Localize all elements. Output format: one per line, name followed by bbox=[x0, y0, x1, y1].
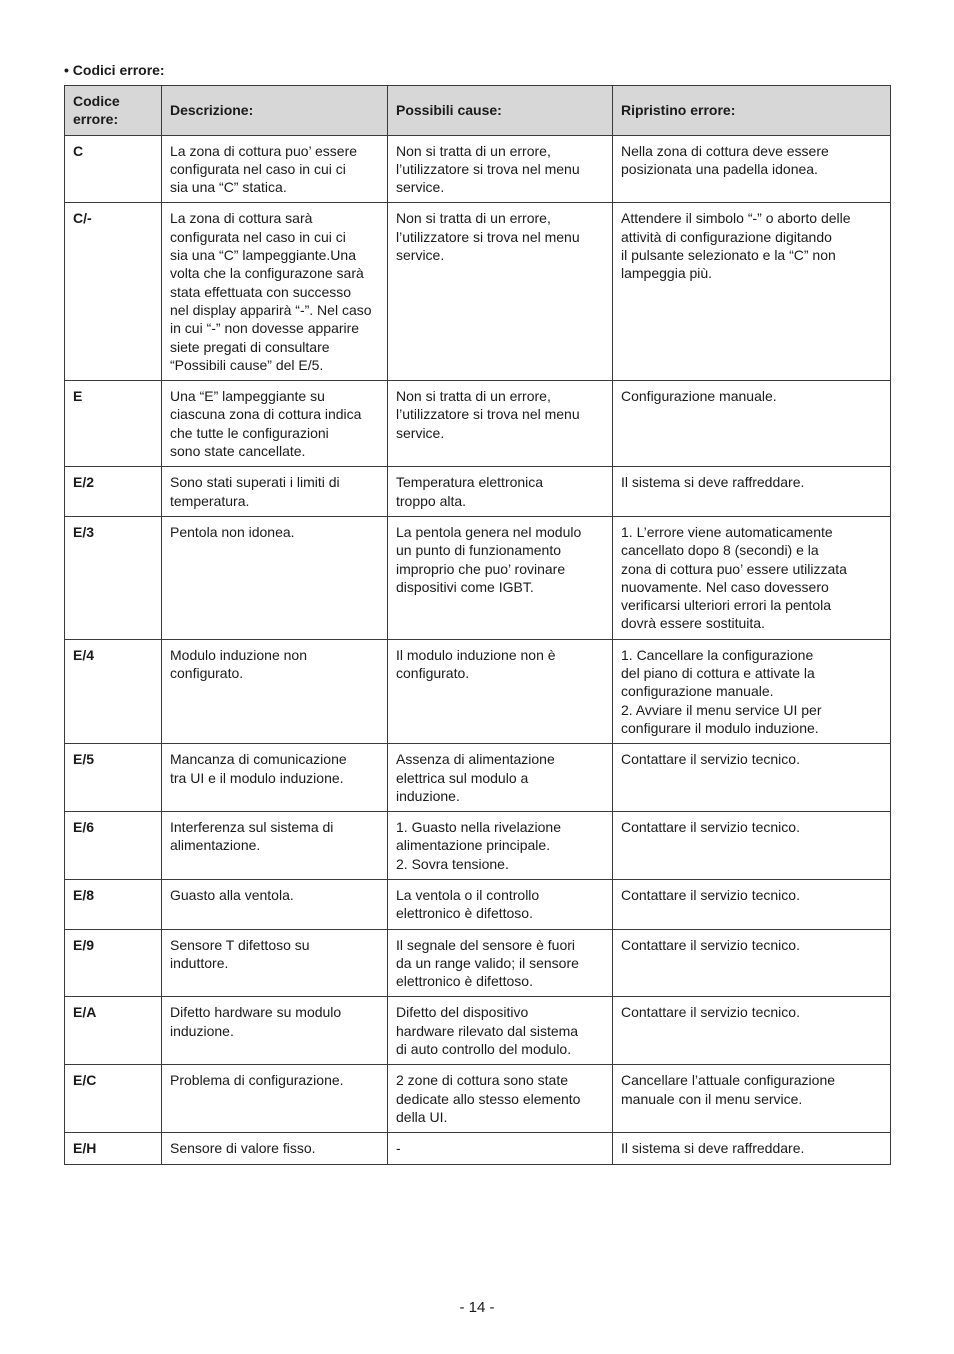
error-causes: Temperatura elettronica troppo alta. bbox=[388, 467, 613, 517]
error-causes: La pentola genera nel modulo un punto di funzionamento improprio che puo’ rovinare dispositivi come IGBT. bbox=[388, 516, 613, 639]
error-recovery: Contattare il servizio tecnico. bbox=[613, 812, 891, 880]
error-code: E/C bbox=[65, 1065, 162, 1133]
table-row bbox=[65, 1065, 891, 1133]
table-row bbox=[65, 997, 891, 1065]
table-row bbox=[65, 381, 891, 467]
error-code: E bbox=[65, 381, 162, 467]
error-description: Modulo induzione non configurato. bbox=[162, 639, 388, 743]
error-description: Sensore T difettoso su induttore. bbox=[162, 929, 388, 997]
header-recovery: Ripristino errore: bbox=[613, 86, 891, 136]
error-description: La zona di cottura sarà configurata nel caso in cui ci sia una “C” lampeggiante.Una volta che la configurazone sarà stata effettuata con successo nel display apparirà “-”. Nel caso in cui “-” non dovesse apparire siete pregati di consultare “Possibili cause” del E/5. bbox=[162, 203, 388, 381]
error-recovery: Configurazione manuale. bbox=[613, 381, 891, 467]
error-causes: Non si tratta di un errore, l’utilizzatore si trova nel menu service. bbox=[388, 135, 613, 203]
error-description: Una “E” lampeggiante su ciascuna zona di cottura indica che tutte le configurazioni sono state cancellate. bbox=[162, 381, 388, 467]
error-causes: Il modulo induzione non è configurato. bbox=[388, 639, 613, 743]
error-code: E/8 bbox=[65, 879, 162, 929]
error-causes: Non si tratta di un errore, l’utilizzatore si trova nel menu service. bbox=[388, 381, 613, 467]
table-row bbox=[65, 812, 891, 880]
error-description: Interferenza sul sistema di alimentazione. bbox=[162, 812, 388, 880]
error-code: C bbox=[65, 135, 162, 203]
error-code: E/H bbox=[65, 1133, 162, 1164]
table-header-row bbox=[65, 86, 891, 136]
error-description: Guasto alla ventola. bbox=[162, 879, 388, 929]
error-description: La zona di cottura puo’ essere configurata nel caso in cui ci sia una “C” statica. bbox=[162, 135, 388, 203]
error-causes: La ventola o il controllo elettronico è difettoso. bbox=[388, 879, 613, 929]
table-body bbox=[65, 135, 891, 1164]
error-recovery: Nella zona di cottura deve essere posizionata una padella idonea. bbox=[613, 135, 891, 203]
error-recovery: Il sistema si deve raffreddare. bbox=[613, 467, 891, 517]
error-recovery: Contattare il servizio tecnico. bbox=[613, 929, 891, 997]
error-description: Mancanza di comunicazione tra UI e il modulo induzione. bbox=[162, 744, 388, 812]
error-recovery: Contattare il servizio tecnico. bbox=[613, 879, 891, 929]
error-causes: Non si tratta di un errore, l’utilizzatore si trova nel menu service. bbox=[388, 203, 613, 381]
error-code: C/- bbox=[65, 203, 162, 381]
error-description: Sensore di valore fisso. bbox=[162, 1133, 388, 1164]
error-code: E/A bbox=[65, 997, 162, 1065]
error-code: E/6 bbox=[65, 812, 162, 880]
error-description: Sono stati superati i limiti di temperatura. bbox=[162, 467, 388, 517]
table-row bbox=[65, 467, 891, 517]
error-recovery: Cancellare l’attuale configurazione manuale con il menu service. bbox=[613, 1065, 891, 1133]
error-causes: 2 zone di cottura sono state dedicate allo stesso elemento della UI. bbox=[388, 1065, 613, 1133]
error-code: E/2 bbox=[65, 467, 162, 517]
error-code: E/9 bbox=[65, 929, 162, 997]
table-row bbox=[65, 135, 891, 203]
error-causes: Il segnale del sensore è fuori da un range valido; il sensore elettronico è difettoso. bbox=[388, 929, 613, 997]
error-codes-table bbox=[64, 85, 891, 1165]
table-row bbox=[65, 516, 891, 639]
header-causes: Possibili cause: bbox=[388, 86, 613, 136]
header-description: Descrizione: bbox=[162, 86, 388, 136]
error-description: Pentola non idonea. bbox=[162, 516, 388, 639]
error-recovery: Contattare il servizio tecnico. bbox=[613, 744, 891, 812]
error-code: E/3 bbox=[65, 516, 162, 639]
error-recovery: Il sistema si deve raffreddare. bbox=[613, 1133, 891, 1164]
error-code: E/5 bbox=[65, 744, 162, 812]
table-row bbox=[65, 879, 891, 929]
error-causes: Difetto del dispositivo hardware rilevato dal sistema di auto controllo del modulo. bbox=[388, 997, 613, 1065]
error-causes: Assenza di alimentazione elettrica sul modulo a induzione. bbox=[388, 744, 613, 812]
error-recovery: 1. Cancellare la configurazione del piano di cottura e attivate la configurazione manuale. 2. Avviare il menu service UI per configurare il modulo induzione. bbox=[613, 639, 891, 743]
section-title: • Codici errore: bbox=[64, 62, 165, 78]
error-recovery: Attendere il simbolo “-” o aborto delle attività di configurazione digitando il pulsante selezionato e la “C” non lampeggia più. bbox=[613, 203, 891, 381]
table-row bbox=[65, 744, 891, 812]
error-causes: 1. Guasto nella rivelazione alimentazione principale. 2. Sovra tensione. bbox=[388, 812, 613, 880]
error-code: E/4 bbox=[65, 639, 162, 743]
table-row bbox=[65, 1133, 891, 1164]
error-description: Problema di configurazione. bbox=[162, 1065, 388, 1133]
header-code: Codice errore: bbox=[65, 86, 162, 136]
table-row bbox=[65, 203, 891, 381]
error-causes: - bbox=[388, 1133, 613, 1164]
page-number: - 14 - bbox=[459, 1299, 495, 1316]
table-row bbox=[65, 639, 891, 743]
error-description: Difetto hardware su modulo induzione. bbox=[162, 997, 388, 1065]
table-row bbox=[65, 929, 891, 997]
error-recovery: 1. L’errore viene automaticamente cancellato dopo 8 (secondi) e la zona di cottura puo’ essere utilizzata nuovamente. Nel caso dovessero verificarsi ulteriori errori la pentola dovrà essere sostituita. bbox=[613, 516, 891, 639]
error-recovery: Contattare il servizio tecnico. bbox=[613, 997, 891, 1065]
